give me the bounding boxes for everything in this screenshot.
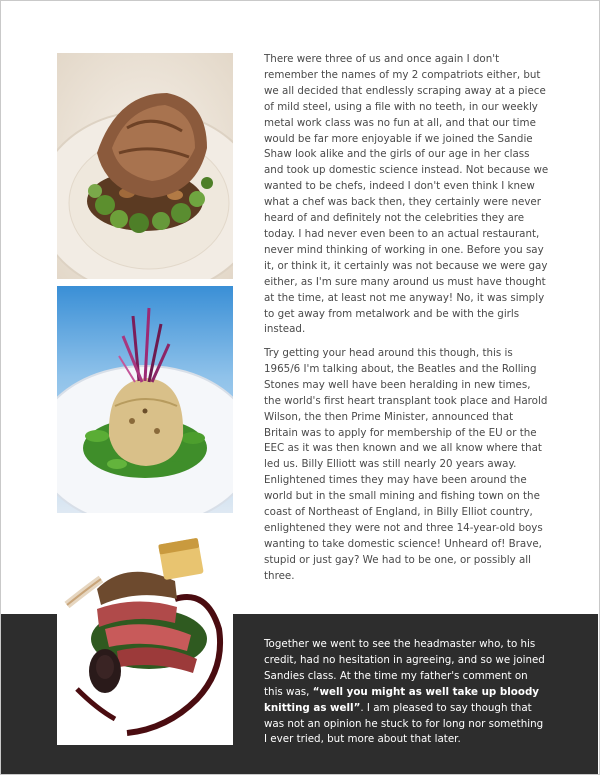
dark-band-paragraph — [264, 637, 549, 748]
paragraph-text-after-quote: . I am pleased to say though that was not an opinion he stuck to for long nor something I ever tried, but more about that later. — [264, 701, 544, 746]
father-quote: “well you might as well take up bloody knitting as well” — [264, 685, 540, 714]
body-paragraph-1: There were three of us and once again I don't remember the names of my 2 compatriots either, but we all decided that endlessly scraping away at a piece of mild steel, using a file with no teeth, in our weekly metal work class was no fun at all, and that our time would be far more enjoyable if we joined the Sandie Shaw look alike and the girls of our age in her class and took up domestic science instead. Not because we wanted to be chefs, indeed I don't even think I knew what a chef was back then, they certainly were never heard of and definitely not the celebrities they are today. I had never even been to an actual restaurant, never mind thinking of working in one. Before you say it, or think it, it certainly was not because we were gay either, as I'm sure many around us must have thought at the time, at least not me anyway! No, it was simply to get away from metalwork and be with the girls instead. — [264, 53, 549, 336]
paragraph-text-before-quote: Together we went to see the headmaster who, to his credit, had no hesitation in agreeing, and so we joined Sandies class. At the time my father's comment on this was, — [264, 638, 545, 698]
body-paragraph-2: Try getting your head around this though, this is 1965/6 I'm talking about, the Beatles and the Rolling Stones may well have been heralding in new times, the world's first heart transplant took place and Harold Wilson, the then Prime Minister, announced that Britain was to apply for membership of the EU or the EEC as it was then known and we all know where that led us. Billy Elliott was still nearly 20 years away. Enlightened times they may have been around the world but in the small mining and fishing town on the coast of Northeast of England, in Billy Elliot country, enlightened they were not and three 14-year-old boys wanting to take domestic science! Unheard of! Brave, stupid or just gay? We had to be one, or possibly all three. — [264, 347, 548, 582]
food-photo-potato-cake — [57, 286, 233, 513]
food-photo-venison — [57, 519, 233, 745]
food-photo-quail — [57, 53, 233, 279]
